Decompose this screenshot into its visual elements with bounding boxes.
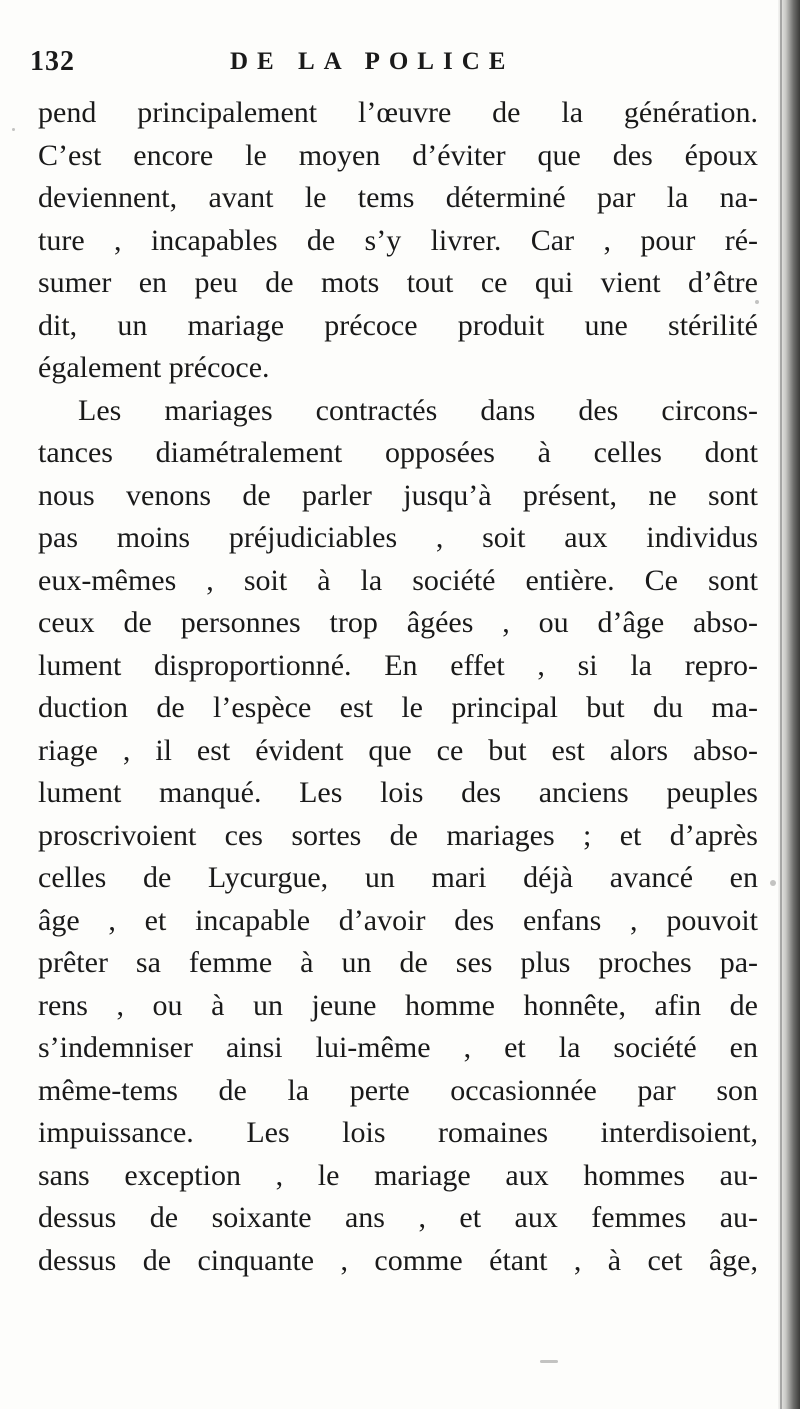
text-line: rens , ou à un jeune homme honnête, afin de xyxy=(38,988,758,1022)
text-line: même-tems de la perte occasionnée par son xyxy=(38,1073,758,1107)
text-line: C’est encore le moyen d’éviter que des époux xyxy=(38,138,758,172)
print-speck xyxy=(540,1360,558,1363)
text-line: impuissance. Les lois romaines interdisoient, xyxy=(38,1116,758,1149)
text-line: duction de l’espèce est le principal but du ma- xyxy=(38,691,758,724)
print-speck xyxy=(755,300,759,304)
text-line: dessus de cinquante , comme étant , à cet âge, xyxy=(38,1243,758,1277)
text-line: ceux de personnes trop âgées , ou d’âge abso- xyxy=(38,606,758,639)
text-line: ture , incapables de s’y livrer. Car , pour ré- xyxy=(38,223,758,257)
running-head: DE LA POLICE xyxy=(230,48,515,75)
text-line: lument disproportionné. En effet , si la repro- xyxy=(38,648,758,682)
text-line: âge , et incapable d’avoir des enfans , pouvoit xyxy=(38,903,758,937)
text-line: nous venons de parler jusqu’à présent, ne sont xyxy=(38,478,758,512)
text-line: pend principalement l’œuvre de la génération. xyxy=(38,96,758,129)
text-line: sumer en peu de mots tout ce qui vient d’être xyxy=(38,266,758,299)
text-line: prêter sa femme à un de ses plus proches pa- xyxy=(38,946,758,979)
text-line: eux-mêmes , soit à la société entière. Ce sont xyxy=(38,563,758,597)
print-speck xyxy=(770,880,776,886)
print-speck xyxy=(12,128,15,131)
text-line: deviennent, avant le tems déterminé par la na- xyxy=(38,181,758,214)
text-line: s’indemniser ainsi lui-même , et la société en xyxy=(38,1031,758,1064)
text-line: lument manqué. Les lois des anciens peuples xyxy=(38,776,758,809)
text-line: tances diamétralement opposées à celles dont xyxy=(38,436,758,469)
page-header xyxy=(30,38,730,88)
text-line: également précoce. xyxy=(38,351,270,384)
text-line: riage , il est évident que ce but est alors abso- xyxy=(38,733,758,767)
page-number: 132 xyxy=(30,46,75,77)
text-line: celles de Lycurgue, un mari déjà avancé en xyxy=(38,861,758,894)
text-line: Les mariages contractés dans des circons- xyxy=(78,393,758,427)
text-line: dit, un mariage précoce produit une stérilité xyxy=(38,308,758,342)
text-line: dessus de soixante ans , et aux femmes au- xyxy=(38,1201,758,1234)
text-line: sans exception , le mariage aux hommes au- xyxy=(38,1158,758,1192)
text-line: proscrivoient ces sortes de mariages ; et d’après xyxy=(38,818,758,852)
binding-edge xyxy=(780,0,782,1409)
text-line: pas moins préjudiciables , soit aux individus xyxy=(38,521,758,554)
body-text xyxy=(38,92,758,1282)
